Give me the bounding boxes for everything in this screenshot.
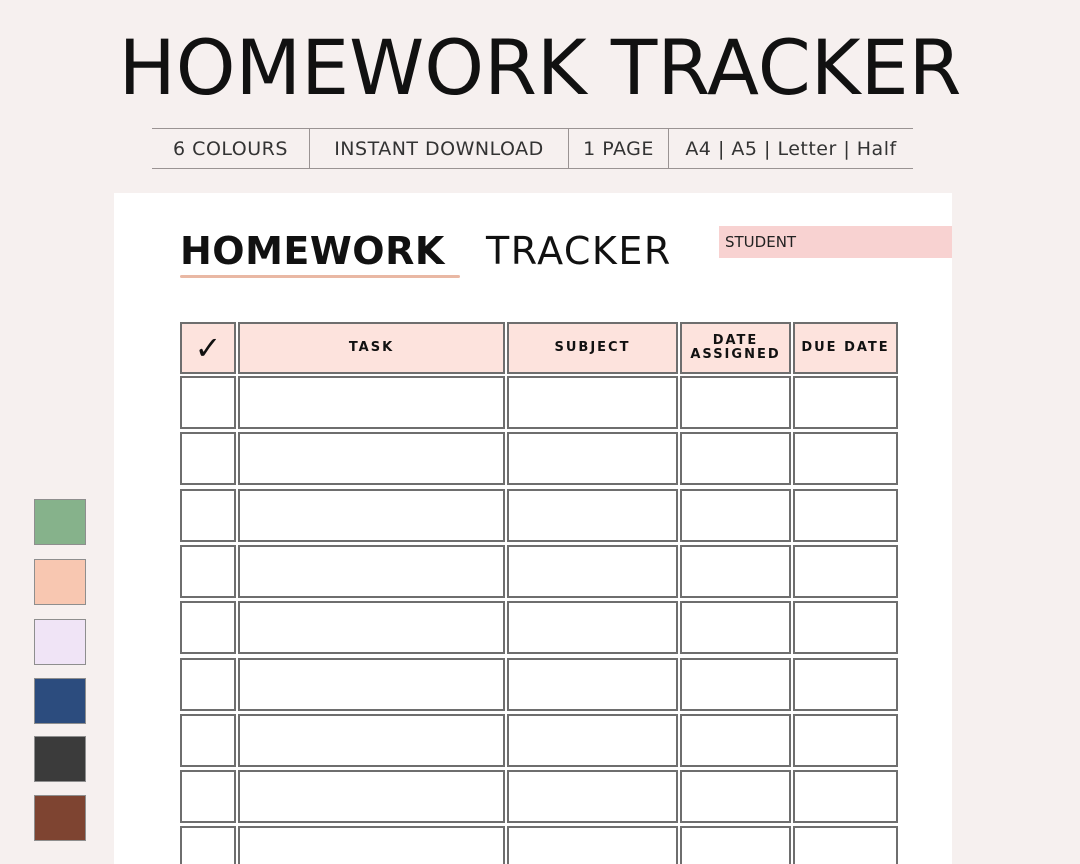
due-date-header: DUE DATE [793, 322, 898, 374]
date-assigned-cell[interactable] [680, 658, 791, 711]
swatch-navy[interactable] [34, 678, 86, 724]
student-label: STUDENT [725, 233, 797, 251]
task-cell[interactable] [238, 826, 505, 864]
subject-header: SUBJECT [507, 322, 678, 374]
swatch-green[interactable] [34, 499, 86, 545]
title-underline [180, 275, 460, 278]
due-date-cell[interactable] [793, 545, 898, 598]
task-header: TASK [238, 322, 505, 374]
task-cell[interactable] [238, 545, 505, 598]
subject-cell[interactable] [507, 601, 678, 654]
due-date-cell[interactable] [793, 658, 898, 711]
swatch-brown[interactable] [34, 795, 86, 841]
date-assigned-cell[interactable] [680, 770, 791, 823]
done-checkbox[interactable] [180, 489, 236, 542]
due-date-cell[interactable] [793, 714, 898, 767]
swatch-charcoal[interactable] [34, 736, 86, 782]
sheet-title-tracker: TRACKER [486, 229, 672, 273]
tracker-sheet-preview [114, 193, 952, 864]
student-field[interactable] [719, 226, 952, 258]
subject-cell[interactable] [507, 770, 678, 823]
done-checkbox[interactable] [180, 770, 236, 823]
subject-cell[interactable] [507, 432, 678, 485]
task-cell[interactable] [238, 376, 505, 429]
banner-title: HOMEWORK TRACKER [118, 23, 962, 112]
done-checkbox[interactable] [180, 826, 236, 864]
subject-cell[interactable] [507, 826, 678, 864]
due-date-cell[interactable] [793, 432, 898, 485]
feature-page-count: 1 PAGE [569, 129, 669, 168]
swatch-peach[interactable] [34, 559, 86, 605]
due-date-cell[interactable] [793, 489, 898, 542]
date-assigned-cell[interactable] [680, 432, 791, 485]
done-checkbox[interactable] [180, 658, 236, 711]
sheet-title-homework: HOMEWORK [180, 229, 445, 273]
task-cell[interactable] [238, 714, 505, 767]
feature-instant-download: INSTANT DOWNLOAD [310, 129, 569, 168]
subject-cell[interactable] [507, 714, 678, 767]
date-assigned-cell[interactable] [680, 489, 791, 542]
done-checkbox[interactable] [180, 376, 236, 429]
due-date-cell[interactable] [793, 601, 898, 654]
feature-bar [152, 128, 913, 169]
feature-sizes: A4 | A5 | Letter | Half [685, 137, 897, 160]
subject-cell[interactable] [507, 489, 678, 542]
due-date-cell[interactable] [793, 826, 898, 864]
subject-cell[interactable] [507, 545, 678, 598]
date-assigned-cell[interactable] [680, 714, 791, 767]
due-date-cell[interactable] [793, 376, 898, 429]
date-assigned-cell[interactable] [680, 826, 791, 864]
task-cell[interactable] [238, 601, 505, 654]
subject-cell[interactable] [507, 376, 678, 429]
task-cell[interactable] [238, 770, 505, 823]
date-assigned-header: DATE ASSIGNED [680, 322, 791, 374]
done-checkbox[interactable] [180, 545, 236, 598]
task-cell[interactable] [238, 658, 505, 711]
check-column-header [180, 322, 236, 374]
swatch-lavender[interactable] [34, 619, 86, 665]
checkmark-icon: ✓ [194, 329, 222, 367]
date-assigned-cell[interactable] [680, 601, 791, 654]
date-assigned-cell[interactable] [680, 545, 791, 598]
subject-cell[interactable] [507, 658, 678, 711]
date-assigned-cell[interactable] [680, 376, 791, 429]
done-checkbox[interactable] [180, 714, 236, 767]
done-checkbox[interactable] [180, 432, 236, 485]
task-cell[interactable] [238, 489, 505, 542]
done-checkbox[interactable] [180, 601, 236, 654]
feature-colours: 6 COLOURS [152, 129, 310, 168]
task-cell[interactable] [238, 432, 505, 485]
due-date-cell[interactable] [793, 770, 898, 823]
